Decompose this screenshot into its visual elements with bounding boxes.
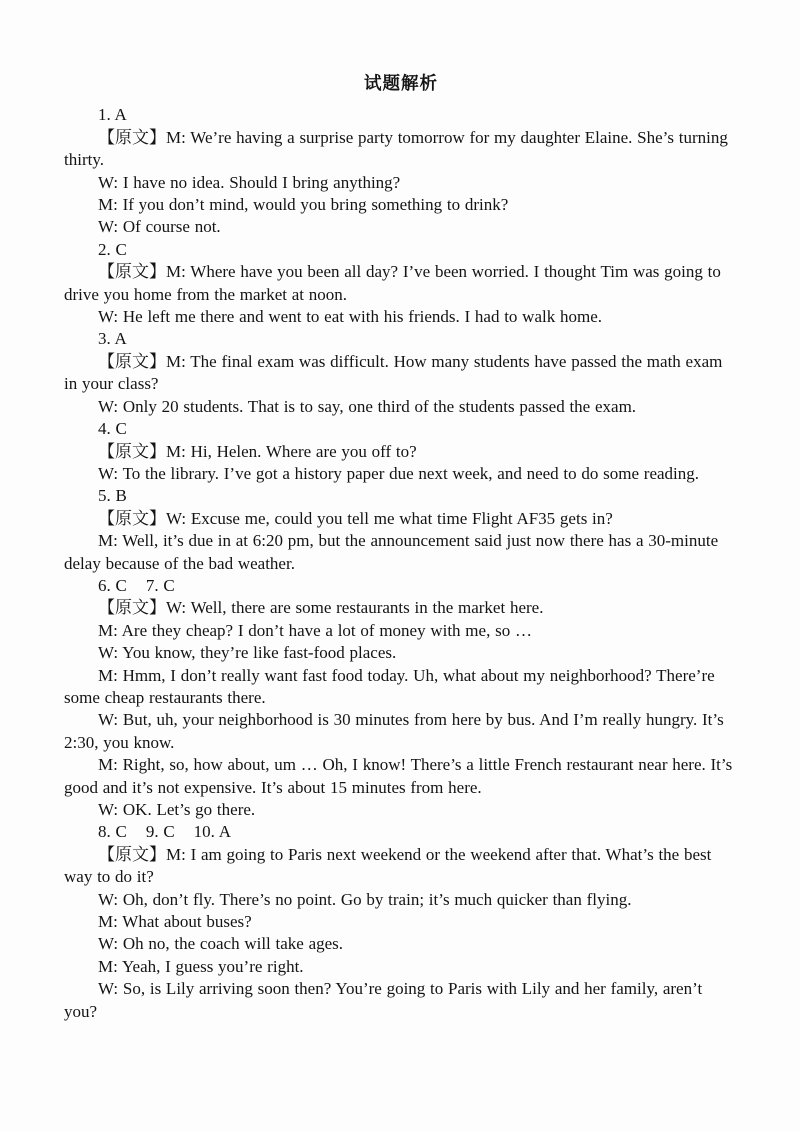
transcript-paragraph: W: Oh, don’t fly. There’s no point. Go by train; it’s much quicker than flying. xyxy=(98,889,632,909)
transcript-paragraph: W: He left me there and went to eat with his friends. I had to walk home. xyxy=(98,307,602,327)
transcript-paragraph: W: Oh no, the coach will take ages. xyxy=(98,934,344,954)
transcript-paragraph: M: Yeah, I guess you’re right. xyxy=(98,956,304,976)
transcript-paragraph: W: To the library. I’ve got a history paper due next week, and need to do some reading. xyxy=(98,463,700,483)
transcript-paragraph: W: But, uh, your neighborhood is 30 minutes from here by bus. And I’m really hungry. It’s 2:30, you know. xyxy=(64,710,729,752)
answer-line: 6. C 7. C xyxy=(98,575,175,595)
transcript-paragraph: M: Right, so, how about, um … Oh, I know! There’s a little French restaurant near here. It’s good and it’s not expensive. It’s about 15 minutes from here. xyxy=(64,755,737,797)
transcript-paragraph: W: You know, they’re like fast-food places. xyxy=(98,643,397,663)
transcript-paragraph: M: Hmm, I don’t really want fast food today. Uh, what about my neighborhood? There’re some cheap restaurants there. xyxy=(64,665,720,707)
transcript-paragraph: M: Well, it’s due in at 6:20 pm, but the announcement said just now there has a 30-minute delay because of the bad weather. xyxy=(64,531,723,573)
transcript-paragraph: M: What about buses? xyxy=(98,912,252,932)
transcript-paragraph: W: Only 20 students. That is to say, one third of the students passed the exam. xyxy=(98,396,637,416)
answer-line: 1. A xyxy=(98,105,127,125)
transcript-paragraph: W: So, is Lily arriving soon then? You’re going to Paris with Lily and her family, aren’t you? xyxy=(64,979,707,1021)
transcript-paragraph: 【原文】M: The final exam was difficult. How many students have passed the math exam in your class? xyxy=(64,351,728,394)
transcript-paragraph: W: OK. Let’s go there. xyxy=(98,800,256,819)
answer-line: 4. C xyxy=(98,419,127,439)
transcript-paragraph: 【原文】M: Where have you been all day? I’ve been worried. I thought Tim was going to drive you home from the market at noon. xyxy=(64,262,726,304)
answer-line: 5. B xyxy=(98,486,127,506)
transcript-paragraph: 【原文】M: We’re having a surprise party tomorrow for my daughter Elaine. She’s turning thirty. xyxy=(64,127,733,170)
transcript-paragraph: W: Of course not. xyxy=(98,217,221,237)
transcript-paragraph: W: I have no idea. Should I bring anything? xyxy=(98,172,401,192)
transcript-lines xyxy=(64,104,738,1023)
transcript-paragraph: 【原文】W: Well, there are some restaurants in the market here. xyxy=(98,598,544,618)
transcript-paragraph: M: If you don’t mind, would you bring something to drink? xyxy=(98,195,509,215)
answer-line: 8. C 9. C 10. A xyxy=(98,822,232,842)
transcript-paragraph: 【原文】W: Excuse me, could you tell me what time Flight AF35 gets in? xyxy=(98,508,613,528)
transcript-paragraph: M: Are they cheap? I don’t have a lot of money with me, so … xyxy=(98,620,532,640)
transcript-paragraph: 【原文】M: Hi, Helen. Where are you off to? xyxy=(98,441,417,461)
document-title: 试题解析 xyxy=(364,73,438,93)
answer-line: 2. C xyxy=(98,239,127,259)
answer-line: 3. A xyxy=(98,329,127,349)
transcript-paragraph: 【原文】M: I am going to Paris next weekend or the weekend after that. What’s the best way to do it? xyxy=(64,844,717,887)
